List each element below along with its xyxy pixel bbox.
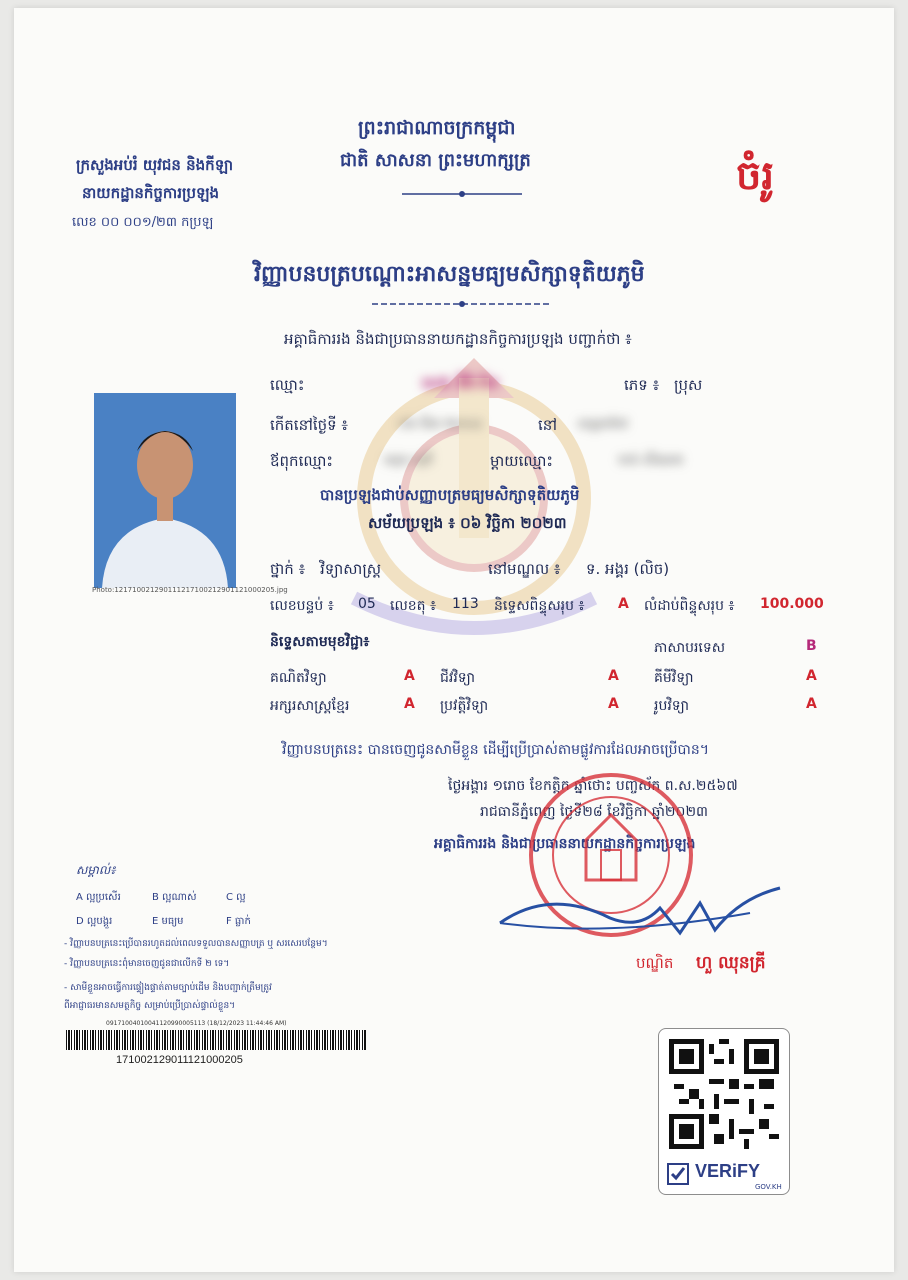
validity-statement: វិញ្ញាបនបត្រនេះ បានចេញជូនសាមីខ្លួន ដើម្បីប្រើប្រាស់តាមផ្លូវការដែលអាចប្រើបាន។ (282, 742, 709, 758)
legend-item: C ល្អ (226, 892, 246, 903)
certificate-title: វិញ្ញាបនបត្របណ្ដោះអាសន្នមធ្យមសិក្សាទុតិយភូមិ (254, 262, 645, 287)
subject-grade: A (806, 696, 817, 712)
center-label: នៅមណ្ឌល ៖ (488, 560, 561, 578)
subject-grade: A (806, 668, 817, 684)
subject-name: អក្សរសាស្ត្រខ្មែរ (270, 698, 350, 714)
passed-statement: បានប្រឡងជាប់សញ្ញាបត្រមធ្យមសិក្សាទុតិយភូមិ (320, 486, 580, 504)
legend-item: F ធ្លាក់ (226, 916, 251, 927)
photo-caption: Photo:121710021290111217100212901121000205.jpg (92, 586, 288, 594)
title-ornament (372, 298, 552, 310)
legend-note: - វិញ្ញាបនបត្រនេះពុំមានចេញជូនជាលើកទី ២ ទេ។ (64, 959, 230, 969)
sex-label: ភេទ ៖ (624, 376, 660, 394)
subject-grade: A (608, 668, 619, 684)
father-label: ឪពុកឈ្មោះ (270, 452, 333, 470)
subject-grade: A (404, 696, 415, 712)
certificate-page (14, 8, 894, 1272)
room-value: 05 (358, 596, 376, 612)
dob-value: ០៦ មីនា ២០០៤ (398, 417, 483, 432)
legend-item: A ល្អប្រសើរ (76, 892, 121, 903)
subject-name: ភាសាបរទេស (654, 640, 726, 656)
pob-value: ខេត្តតាកែវ (578, 417, 628, 432)
pob-label: នៅ (538, 416, 558, 434)
subject-grade: A (404, 668, 415, 684)
qr-code[interactable] (669, 1039, 779, 1149)
center-value: ទ. អង្គរ (លិច) (586, 560, 670, 578)
room-label: លេខបន្ទប់ ៖ (270, 598, 334, 614)
lunar-date: ថ្ងៃអង្គារ ១រោច ខែកត្តិក ឆ្នាំថោះ បញ្ចស័ក ព.ស.២៥៦៧ (448, 778, 738, 794)
name-label: ឈ្មោះ (270, 376, 305, 394)
barcode-caption: 09171004010041120990005113 (18/12/2023 11:44:46 AM) (106, 1020, 287, 1027)
sex-value: ប្រុស (674, 376, 703, 394)
grade-label: និទ្ទេសពិន្ទុសរុប ៖ (494, 598, 585, 614)
copy-stamp: ចំរូ (736, 153, 775, 199)
subject-name: រូបវិទ្យា (654, 698, 690, 714)
seat-value: 113 (452, 596, 479, 612)
signer-title: អគ្គាធិការរង និងជាប្រធាននាយកដ្ឋានកិច្ចការប្រឡង (434, 836, 696, 852)
father-value: ឈុន សុភី (384, 453, 433, 468)
verify-check-icon (667, 1163, 689, 1185)
dob-label: កើតនៅថ្ងៃទី ៖ (270, 416, 349, 434)
department-name: នាយកដ្ឋានកិច្ចការប្រឡង (82, 184, 220, 202)
signer-prefix: បណ្ឌិត (636, 954, 674, 972)
subject-name: ប្រវត្តិវិទ្យា (440, 698, 489, 714)
legend-item: D ល្អបង្គួរ (76, 916, 113, 927)
barcode (66, 1030, 366, 1050)
kingdom-title: ព្រះរាជាណាចក្រកម្ពុជា (358, 117, 516, 139)
verify-qr-panel[interactable] (658, 1028, 790, 1195)
verify-label: VERiFY (695, 1161, 761, 1181)
legend-note: - សាមីខ្លួនអាចធ្វើការផ្ទៀងផ្ទាត់តាមច្បាប់ដើម និងបញ្ជាក់ត្រឹមត្រូវ (64, 983, 272, 993)
subject-name: ជីវវិទ្យា (440, 670, 476, 686)
solar-date: រាជធានីភ្នំពេញ ថ្ងៃទី២៨ ខែវិច្ឆិកា ឆ្នាំ២០២៣ (480, 804, 708, 820)
legend-item: E មធ្យម (152, 916, 184, 927)
mother-label: ម្ដាយឈ្មោះ (490, 452, 553, 470)
subject-grade: B (806, 638, 817, 654)
ministry-name: ក្រសួងអប់រំ យុវជន និងកីឡា (76, 156, 234, 174)
subject-grade: A (608, 696, 619, 712)
intro-statement: អគ្គាធិការរង និងជាប្រធាននាយកដ្ឋានកិច្ចការប្រឡង បញ្ជាក់ថា ៖ (284, 330, 632, 348)
barcode-number: 17100212901112100020​5 (116, 1054, 243, 1066)
name-value: សេង ឧិវីរៈខិម (422, 374, 499, 392)
reference-number: លេខ ០០ ០០១/២៣ កប្រឡ (72, 215, 214, 230)
class-value: វិទ្យាសាស្ត្រ (320, 560, 382, 578)
seat-label: លេខតុ ៖ (390, 598, 437, 614)
signer-name: ហួ ឈុនគ្រី (696, 953, 766, 973)
subject-name: គណិតវិទ្យា (270, 670, 327, 686)
candidate-photo (94, 393, 236, 588)
grade-value: A (618, 596, 629, 612)
kingdom-motto: ជាតិ សាសនា ព្រះមហាក្សត្រ (340, 150, 531, 171)
legend-item: B ល្អណាស់ (152, 892, 197, 903)
verify-domain: GOV.KH (755, 1183, 782, 1191)
score-label: លំដាប់ពិន្ទុសរុប ៖ (644, 598, 735, 614)
ornament-divider (402, 188, 522, 200)
score-value: 100.000 (760, 596, 824, 612)
legend-heading: សម្គាល់៖ (76, 863, 116, 877)
class-label: ថ្នាក់ ៖ (270, 560, 306, 578)
subjects-heading: និទ្ទេសតាមមុខវិជ្ជា៖ (270, 634, 370, 650)
exam-session: សម័យប្រឡង ៖ ០៦ វិច្ឆិកា ២០២៣ (368, 514, 567, 532)
subject-name: គីមីវិទ្យា (654, 670, 694, 686)
mother-value: ចាន់ សីណេត (618, 453, 684, 468)
legend-note: ពីអាជ្ញាធរមានសមត្ថកិច្ច សម្រាប់ប្រើប្រាស់ផ្ទាល់ខ្លួន។ (64, 1001, 236, 1011)
signature (490, 868, 790, 948)
legend-note: - វិញ្ញាបនបត្រនេះប្រើបានរហូតដល់ពេលទទួលបានសញ្ញាបត្រ ឬ សរសេរបន្ថែម។ (64, 939, 328, 949)
